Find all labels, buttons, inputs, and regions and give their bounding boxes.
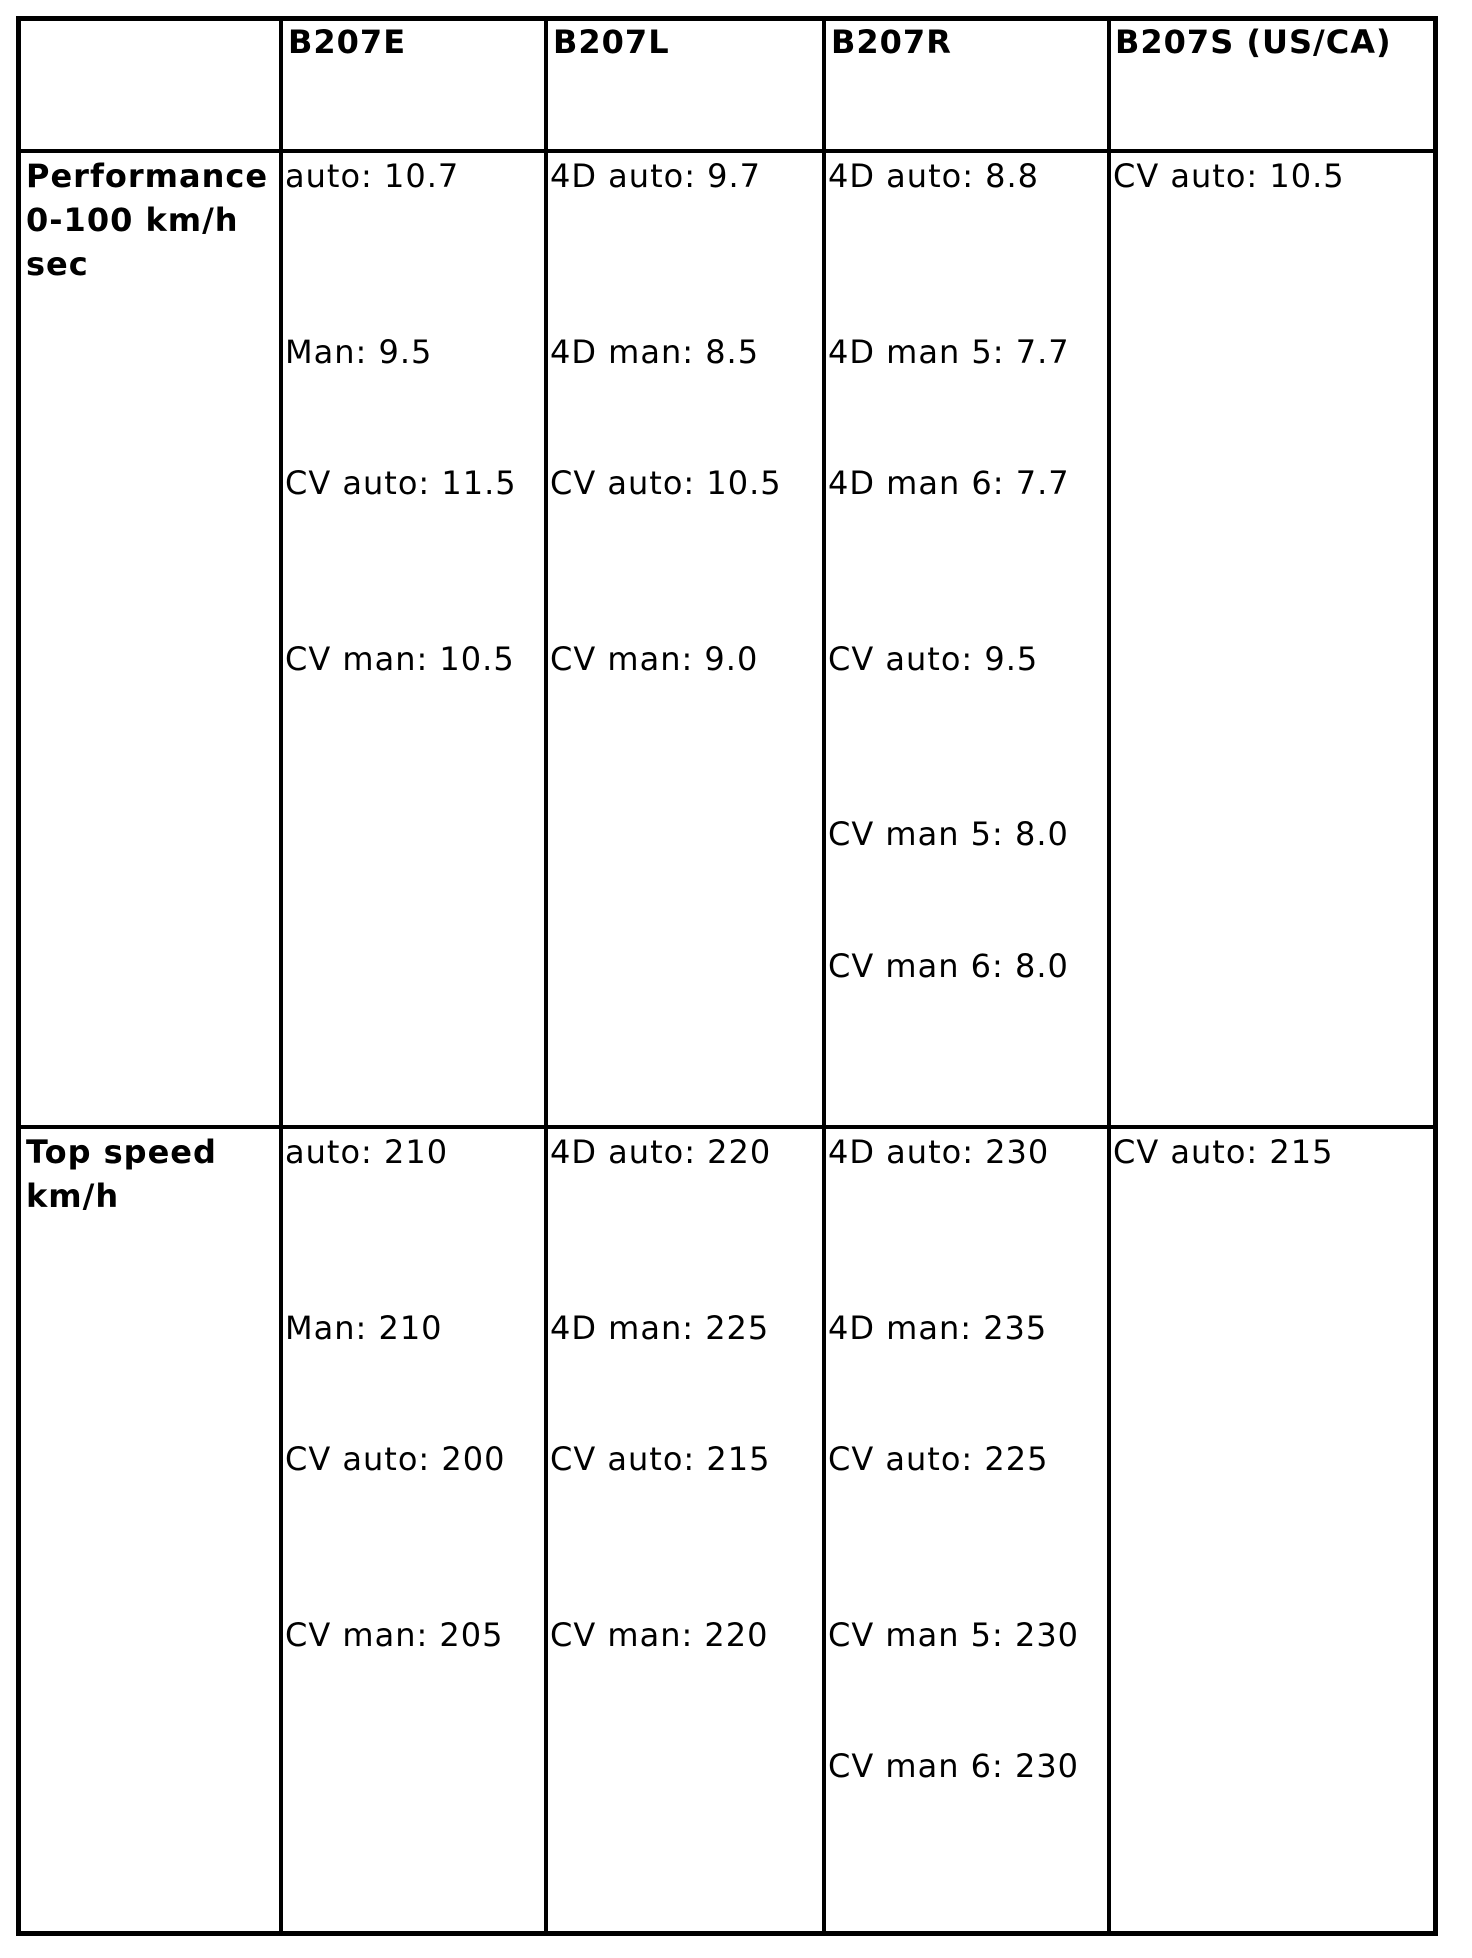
- table-cell-value: auto: 210: [285, 1133, 449, 1171]
- table-cell-value: 4D auto: 220: [550, 1133, 772, 1171]
- table-cell-value: CV man 6: 230: [828, 1747, 1080, 1785]
- table-cell-value: 4D man: 225: [550, 1309, 770, 1347]
- table-cell-value: CV man 6: 8.0: [828, 947, 1069, 985]
- header-b207l: B207L: [553, 23, 670, 61]
- table-cell-value: CV auto: 200: [285, 1440, 506, 1478]
- row-label-performance: Performance: [26, 157, 269, 195]
- column-divider: [544, 21, 548, 1931]
- row-label-performance-sec: sec: [26, 245, 89, 283]
- table-cell-value: CV auto: 10.5: [1113, 157, 1345, 195]
- table-cell-value: CV man: 205: [285, 1616, 504, 1654]
- row-label-top-speed-unit: km/h: [26, 1177, 120, 1215]
- table-cell-value: 4D man: 235: [828, 1309, 1048, 1347]
- column-divider: [822, 21, 826, 1931]
- row-label-performance-unit: 0-100 km/h: [26, 201, 239, 239]
- table-cell-value: CV man: 10.5: [285, 640, 515, 678]
- table-cell-value: 4D auto: 8.8: [828, 157, 1040, 195]
- table-cell-value: CV auto: 10.5: [550, 464, 782, 502]
- table-cell-value: Man: 9.5: [285, 333, 433, 371]
- header-b207e: B207E: [288, 23, 407, 61]
- row-label-top-speed: Top speed: [26, 1133, 217, 1171]
- table-cell-value: CV man 5: 8.0: [828, 815, 1069, 853]
- table-cell-value: 4D auto: 9.7: [550, 157, 762, 195]
- table-cell-value: CV auto: 9.5: [828, 640, 1039, 678]
- table-cell-value: 4D man: 8.5: [550, 333, 760, 371]
- table-cell-value: 4D man 5: 7.7: [828, 333, 1070, 371]
- table-cell-value: 4D auto: 230: [828, 1133, 1050, 1171]
- column-divider: [279, 21, 283, 1931]
- table-cell-value: auto: 10.7: [285, 157, 460, 195]
- table-cell-value: Man: 210: [285, 1309, 443, 1347]
- table-cell-value: CV man 5: 230: [828, 1616, 1080, 1654]
- table-cell-value: CV man: 220: [550, 1616, 769, 1654]
- table-cell-value: CV auto: 11.5: [285, 464, 517, 502]
- table-cell-value: CV auto: 225: [828, 1440, 1049, 1478]
- row-divider: [21, 149, 1433, 153]
- table-cell-value: 4D man 6: 7.7: [828, 464, 1070, 502]
- table-cell-value: CV man: 9.0: [550, 640, 759, 678]
- header-b207r: B207R: [831, 23, 952, 61]
- header-b207s: B207S (US/CA): [1115, 23, 1392, 61]
- table-cell-value: CV auto: 215: [550, 1440, 771, 1478]
- table-cell-value: CV auto: 215: [1113, 1133, 1334, 1171]
- row-divider: [21, 1125, 1433, 1129]
- column-divider: [1107, 21, 1111, 1931]
